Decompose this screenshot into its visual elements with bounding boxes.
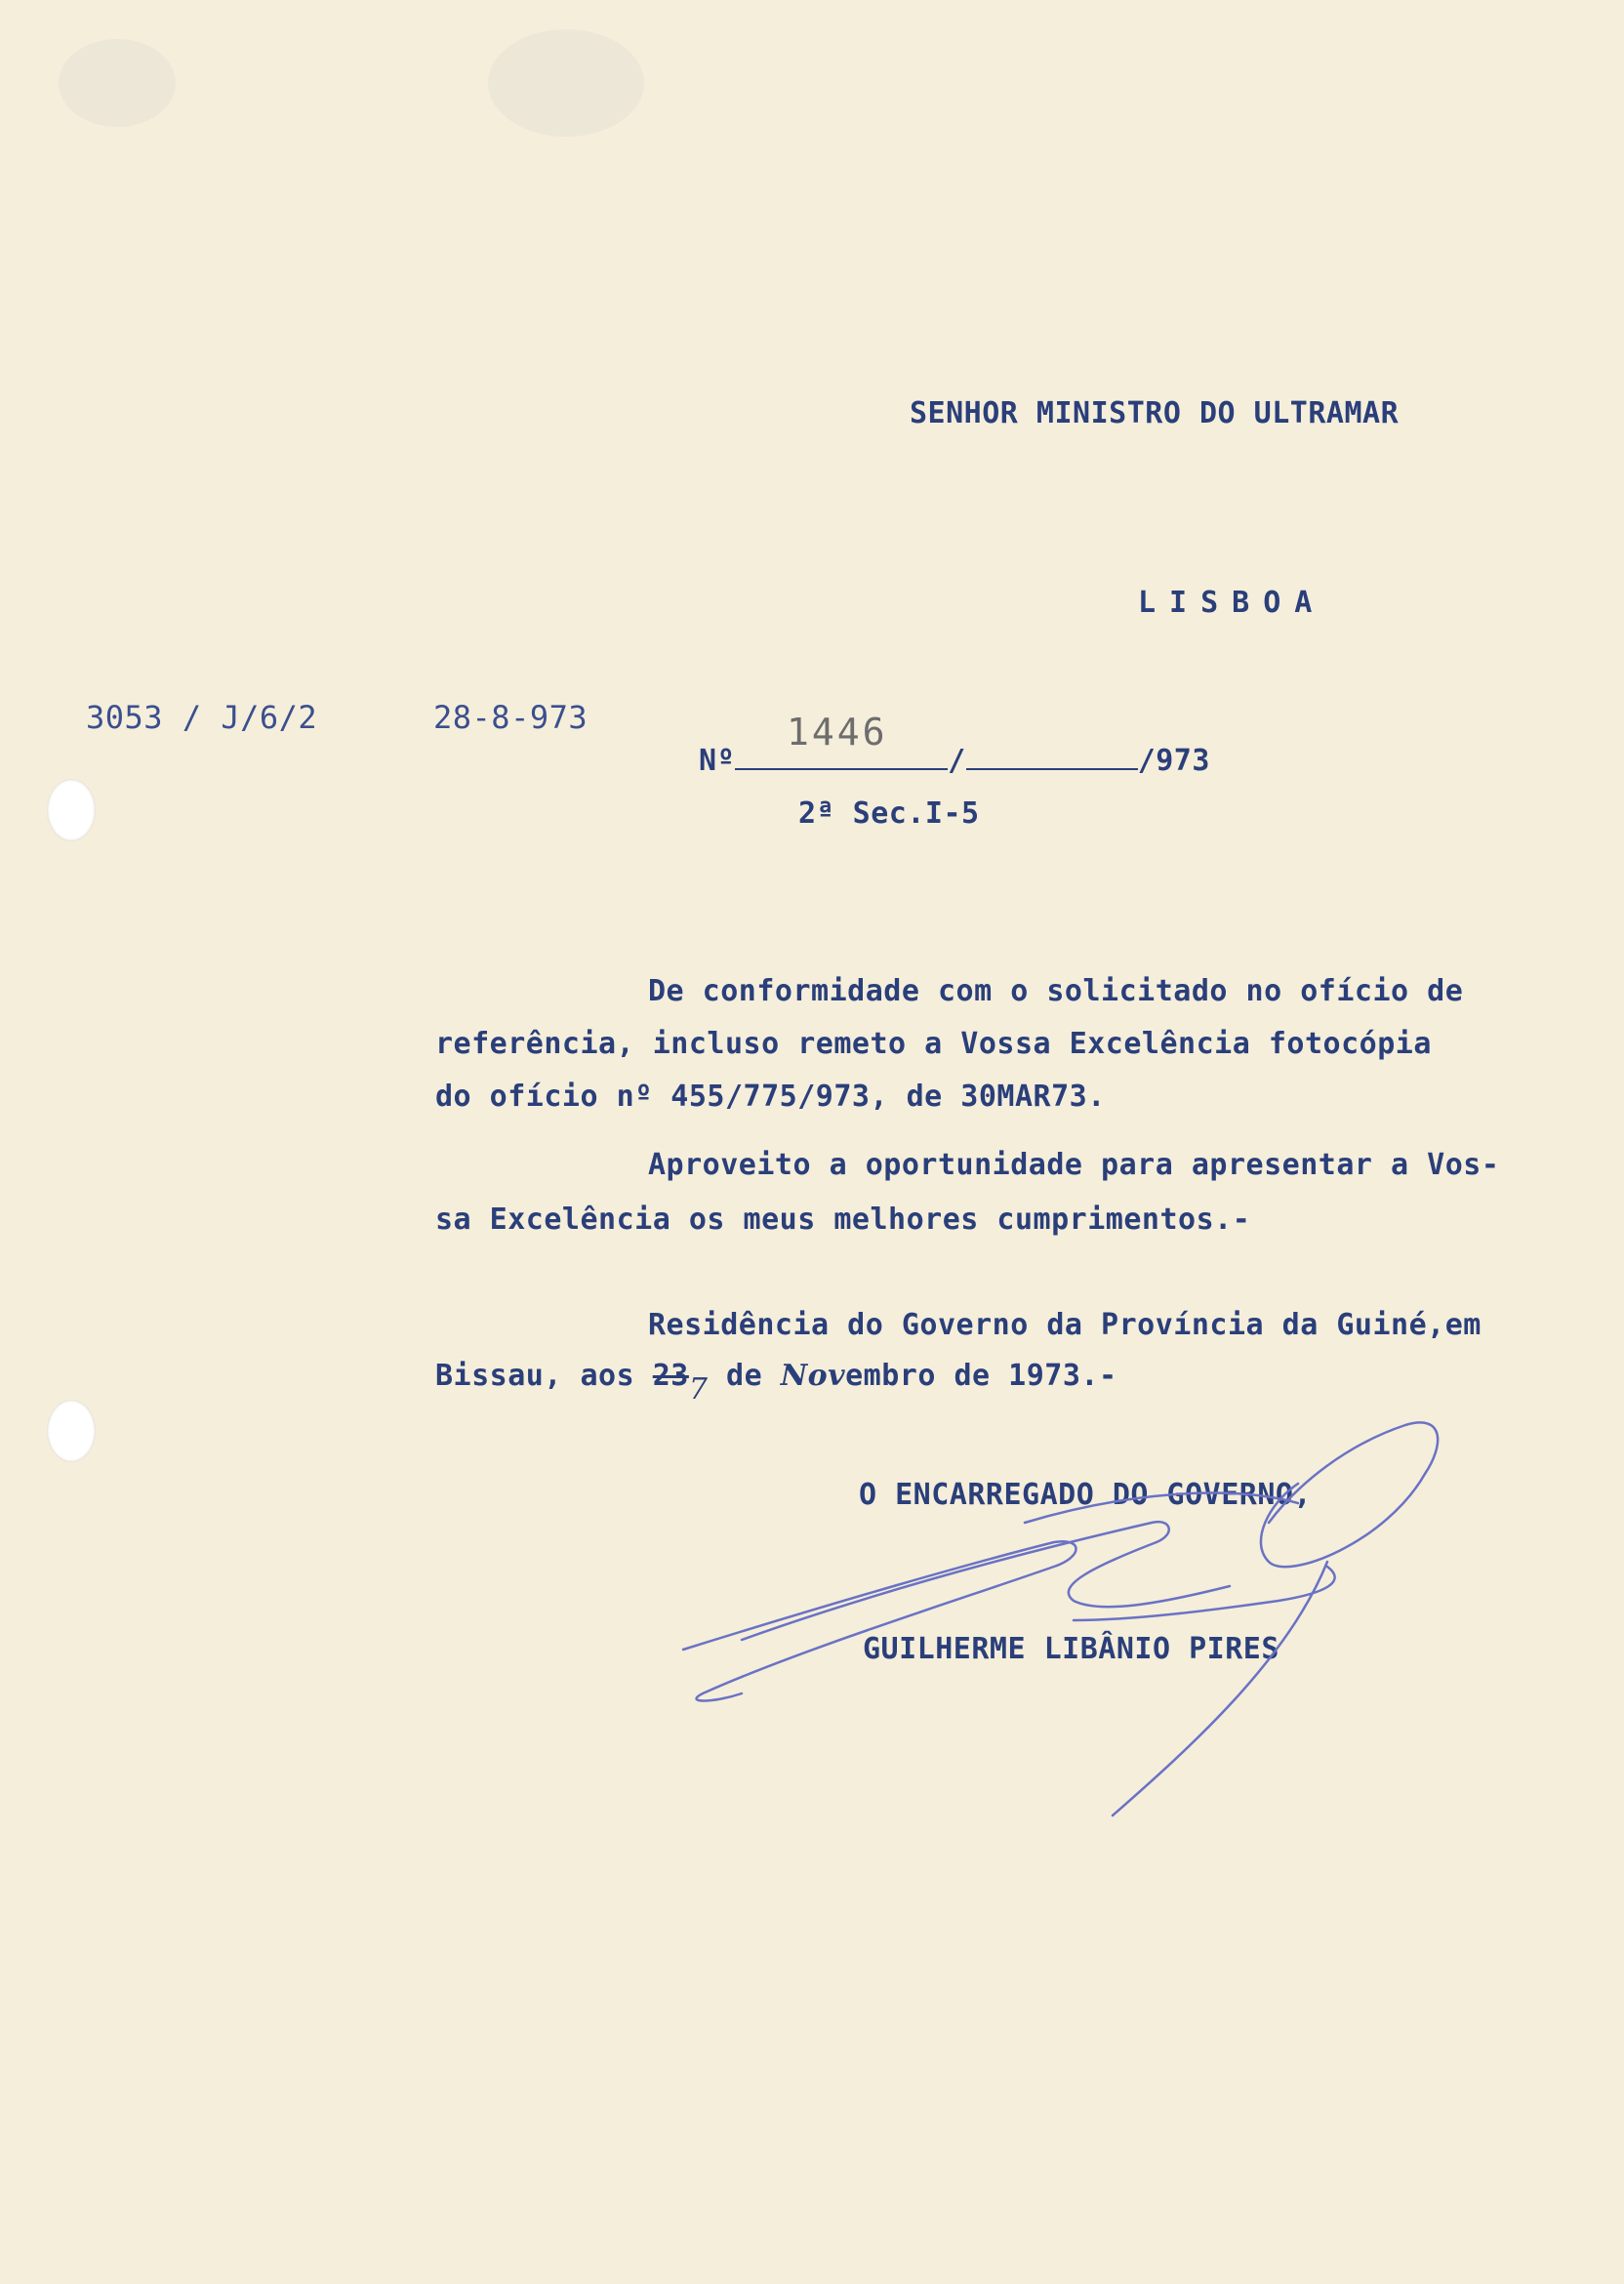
number-blank [966,745,1138,770]
closing-title: O ENCARREGADO DO GOVERNO, [859,1478,1313,1512]
number-blank [735,745,948,770]
punch-hole [47,779,96,841]
body-line: sa Excelência os meus melhores cumprimentos.- [435,1203,1251,1237]
signer-name: GUILHERME LIBÂNIO PIRES [863,1632,1279,1666]
reference-date: 28-8-973 [433,699,589,736]
date-line-start: Bissau, aos [435,1359,653,1393]
body-line: referência, incluso remeto a Vossa Excelência fotocópia [435,1027,1432,1061]
date-line-de: de [708,1359,781,1393]
punch-hole [47,1400,96,1462]
struck-day: 23 [652,1359,689,1393]
stamped-number: 1446 [787,711,888,754]
body-line: De conformidade com o solicitado no ofício de [648,974,1464,1008]
handwritten-day: 7 [688,1372,709,1407]
date-line [435,1359,1117,1407]
number-separator: / [948,744,966,778]
body-line: Aproveito a oportunidade para apresentar a Vos- [648,1148,1500,1182]
addressee: SENHOR MINISTRO DO ULTRAMAR [910,396,1400,430]
body-line: Residência do Governo da Província da Guiné,em [648,1308,1482,1342]
number-line [699,744,1210,778]
date-line-rest: embro de 1973.- [845,1359,1117,1393]
paper-stain [59,39,176,127]
number-prefix: Nº [699,744,736,778]
section-code: 2ª Sec.I-5 [798,796,980,831]
paper-stain [488,29,644,137]
number-year: /973 [1137,744,1210,778]
body-line: do ofício nº 455/775/973, de 30MAR73. [435,1080,1106,1114]
city: LISBOA [1138,586,1326,620]
handwritten-month: Nov [780,1359,846,1393]
reference-code: 3053 / J/6/2 [86,699,318,736]
